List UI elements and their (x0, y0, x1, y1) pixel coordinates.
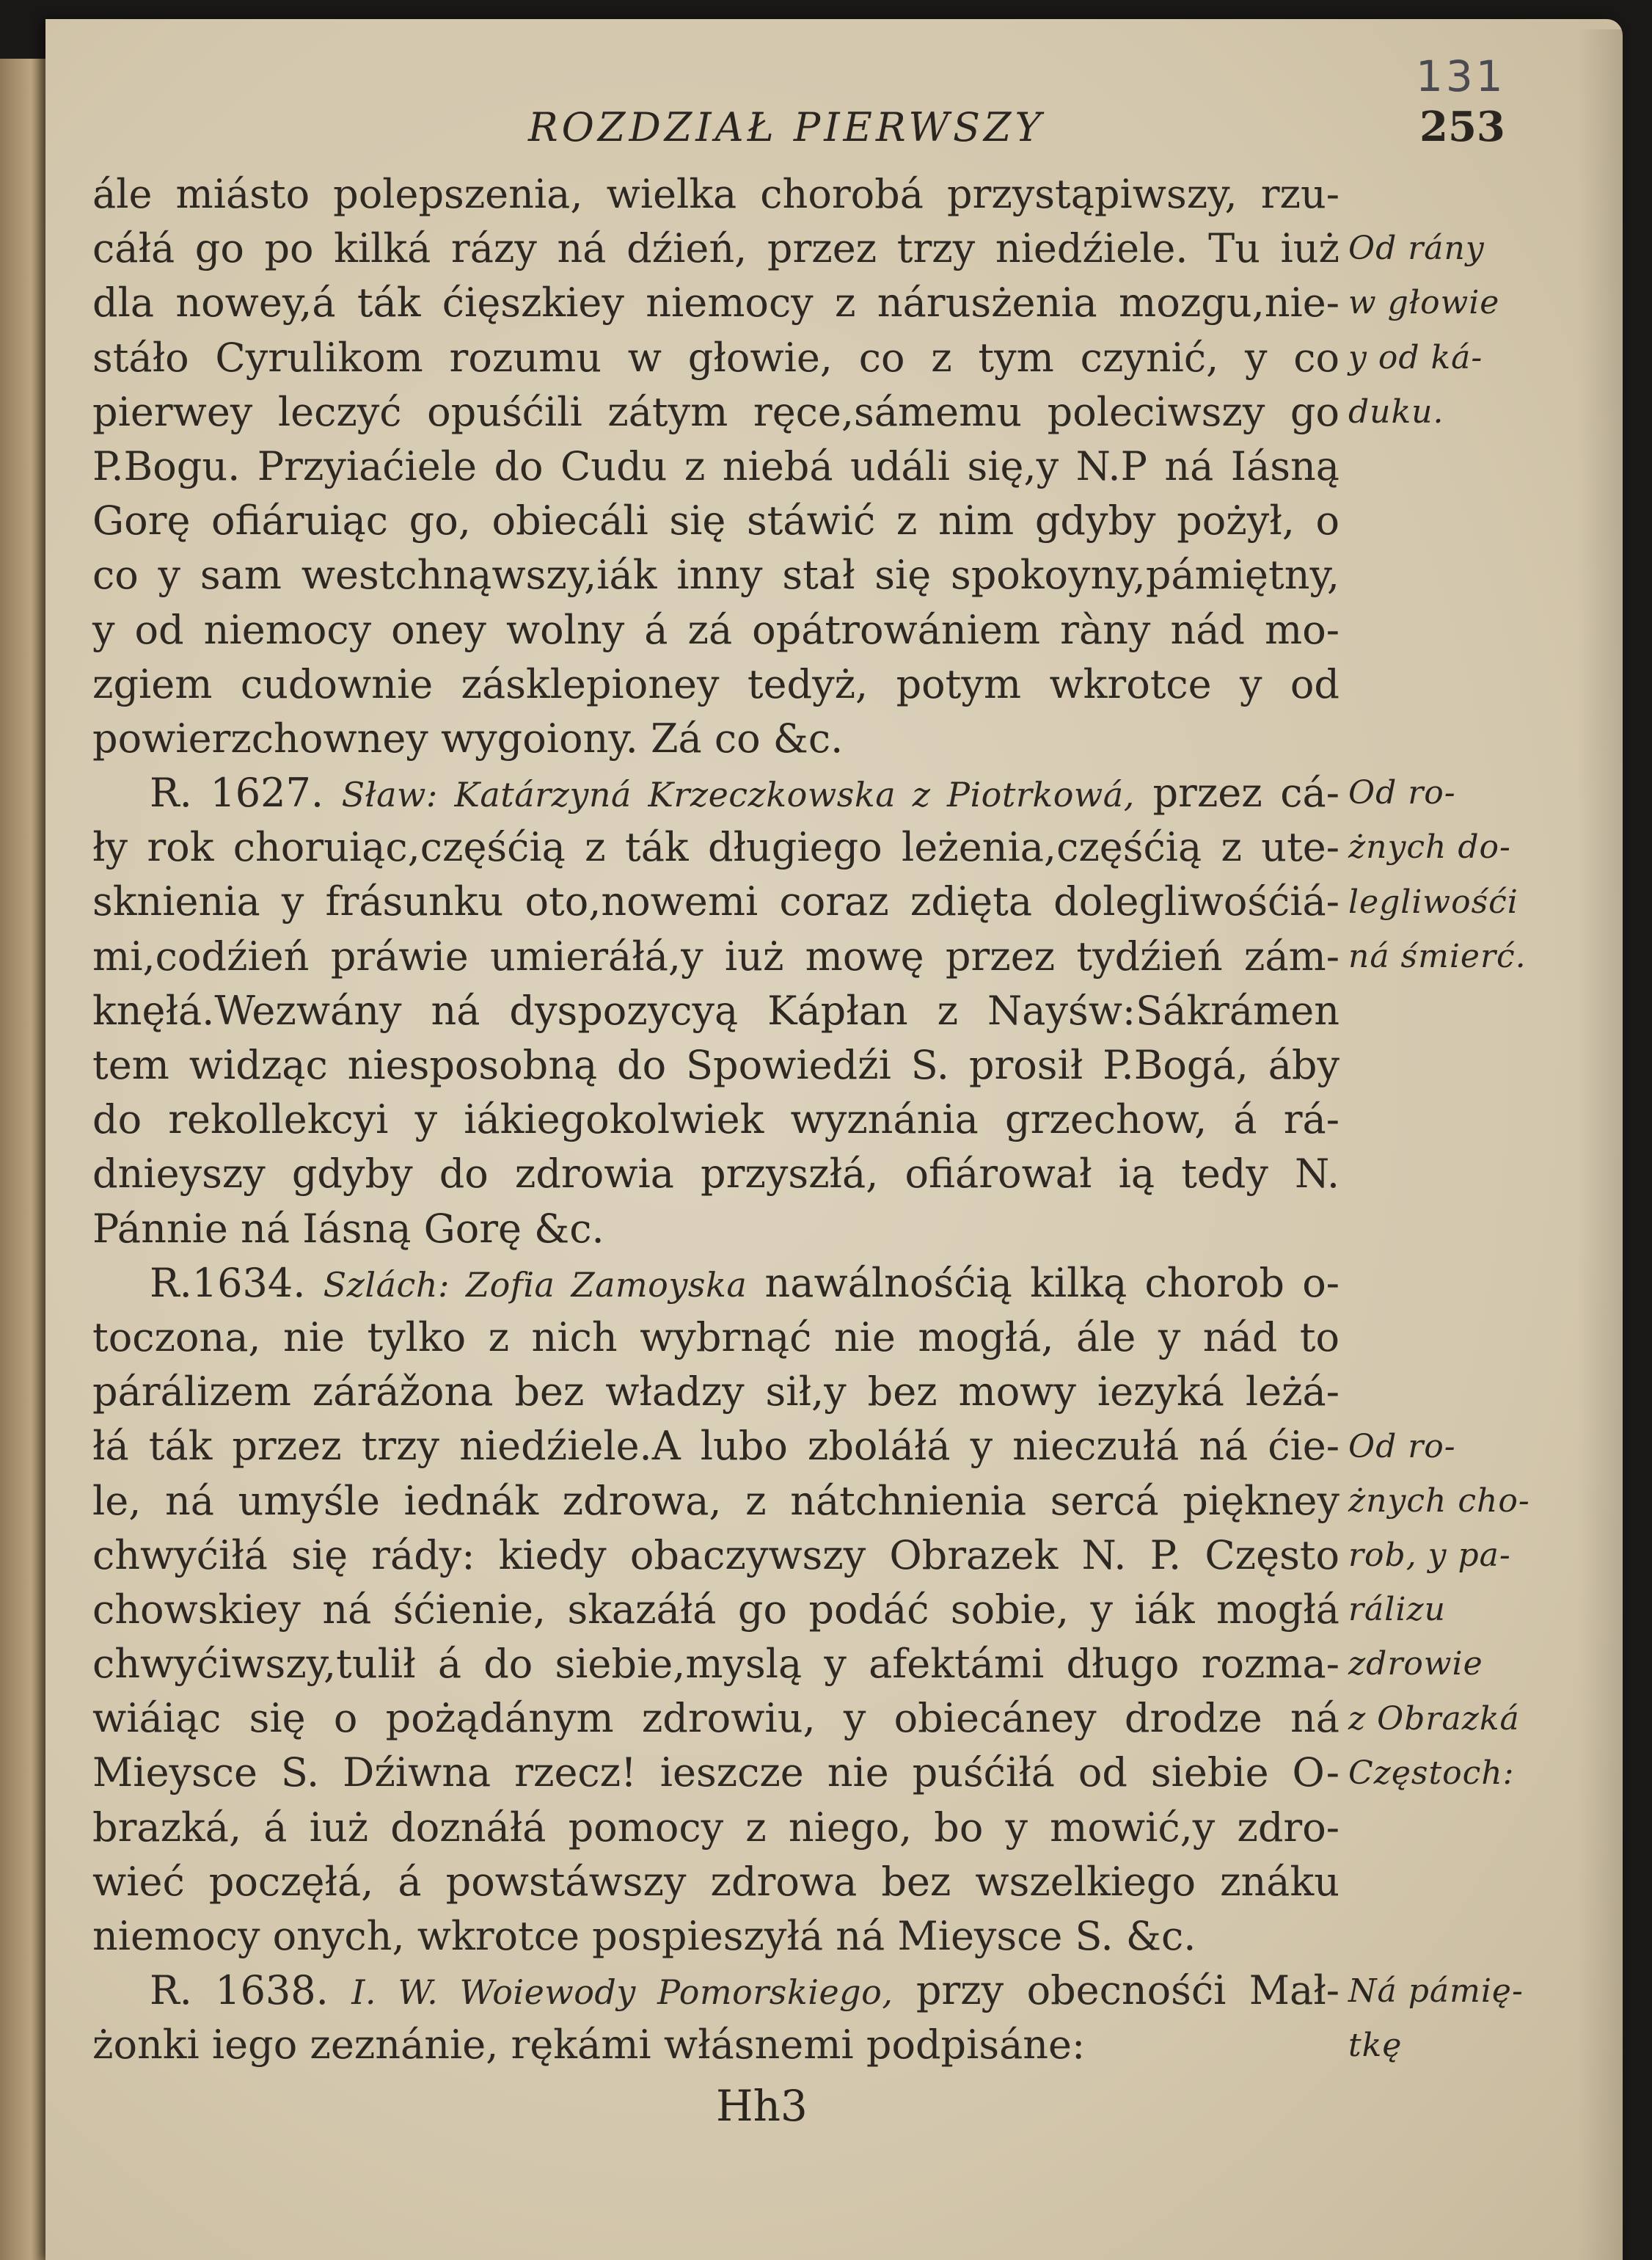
italic-name: I. W. Woiewody Pomorskiego, (351, 1972, 893, 2013)
text-line: wiáiąc się o pożądánym zdrowiu, y obiecáney drodze ná (92, 1695, 1339, 1742)
marginal-note-line: Od ro- (1348, 1427, 1456, 1465)
marginal-note (1348, 1964, 1524, 2073)
marginal-note-line: rálizu (1348, 1591, 1446, 1629)
text-line: Gorę ofiáruiąc go, obiecáli się stáwić z nim gdyby pożył, o (92, 497, 1339, 544)
text-line: sknienia y frásunku oto,nowemi coraz zdięta dolegliwośćiá- (92, 878, 1339, 925)
text-line: knęłá.Wezwány ná dyspozycyą Kápłan z Nayśw:Sákrámen (92, 987, 1339, 1034)
text-line: párálizem zárážona bez władzy sił,y bez mowy iezyká leżá- (92, 1368, 1339, 1415)
text-line: dla nowey,á ták ćięszkiey niemocy z nárusżenia mozgu,nie- (92, 280, 1339, 327)
footer-row (92, 2081, 1339, 2140)
text-line: żonki iego zeznánie, rękámi włásnemi podpisáne: (92, 2022, 1086, 2068)
text-line: R. 1638. I. W. Woiewody Pomorskiego, przy obecnośći Mał- (150, 1967, 1339, 2014)
running-head: ROZDZIAŁ PIERWSZY (528, 104, 1045, 150)
marginal-note-line: ná śmierć. (1348, 937, 1527, 975)
page-number: 253 (1419, 103, 1505, 151)
text-line: stáło Cyrulikom rozumu w głowie, co z tym czynić, y co (92, 334, 1339, 381)
text-line: co y sam westchnąwszy,iák inny stał się spokoyny,pámiętny, (92, 552, 1339, 599)
marginal-note-line: Od ro- (1348, 774, 1456, 812)
marginal-note-line: rob, y pa- (1348, 1536, 1511, 1574)
text-line: P.Bogu. Przyiaćiele do Cudu z niebá událi się,y N.P ná Iásną (92, 442, 1339, 489)
marginal-note (1348, 766, 1527, 984)
marginal-note-line: tkę (1348, 2026, 1403, 2064)
text-line: łá ták przez trzy niedźiele.A lubo zboláłá y nieczułá ná ćie- (92, 1423, 1339, 1470)
marginal-note (1348, 222, 1524, 440)
italic-name: Sław: Katárzyná Krzeczkowska z Piotrkowá, (341, 775, 1135, 815)
marginal-note-line: zdrowie (1348, 1645, 1483, 1683)
text-line: tem widząc niesposobną do Spowiedźi S. prosił P.Bogá, áby (92, 1042, 1339, 1088)
marginal-note-line: Częstoch: (1348, 1754, 1515, 1792)
text-line: zgiem cudownie zásklepioney tedyż, potym wkrotce y od (92, 660, 1339, 707)
text-line: y od niemocy oney wolny á zá opátrowániem ràny nád mo- (92, 606, 1339, 653)
text-line: powierzchowney wygoiony. Zá co &c. (92, 715, 844, 762)
text-line: R. 1627. Sław: Katárzyná Krzeczkowska z Piotrkowá, przez cá- (150, 770, 1339, 817)
text-line: chwyćiwszy,tulił á do siebie,myslą y afektámi długo rozma- (92, 1641, 1339, 1688)
marginal-note-line: y od ká- (1348, 338, 1483, 376)
text-line: mi,codźień práwie umieráłá,y iuż mowę przez tydźień zám- (92, 933, 1339, 980)
text-line: Pánnie ná Iásną Gorę &c. (92, 1205, 604, 1252)
text-line: Mieysce S. Dźiwna rzecz! ieszcze nie puśćiłá od siebie O- (92, 1749, 1339, 1796)
text-line: ły rok choruiąc,częśćią z ták długiego leżenia,częśćią z ute- (92, 824, 1339, 871)
text-line: le, ná umyśle iednák zdrowa, z nátchnienia sercá piękney (92, 1477, 1339, 1524)
text-line: cáłá go po kilká rázy ná dźień, przez trzy niedźiele. Tu iuż (92, 225, 1339, 272)
text-line: do rekollekcyi y iákiegokolwiek wyznánia grzechow, á rá- (92, 1096, 1339, 1143)
body-text (92, 167, 1339, 2073)
marginal-note-line: legliwośći (1348, 883, 1518, 921)
italic-name: Szlách: Zofia Zamoyska (323, 1264, 748, 1305)
text-line: dnieyszy gdyby do zdrowia przyszłá, ofiárował ią tedy N. (92, 1151, 1339, 1198)
text-line: toczona, nie tylko z nich wybrnąć nie mogłá, ále y nád to (92, 1313, 1339, 1360)
marginal-note-line: żnych do- (1348, 828, 1511, 867)
archive-number: 131 (1416, 51, 1506, 101)
marginal-note-line: Od rány (1348, 230, 1485, 268)
text-line: pierwey leczyć opuśćili zátym ręce,sámemu poleciwszy go (92, 388, 1339, 435)
text-line: brazká, á iuż doznáłá pomocy z niego, bo y mowić,y zdro- (92, 1804, 1339, 1851)
marginal-note (1348, 1420, 1530, 1801)
text-line: ále miásto polepszenia, wielka chorobá przystąpiwszy, rzu- (92, 171, 1339, 217)
text-line: R.1634. Szlách: Zofia Zamoyska nawálnośćią kilką chorob o- (150, 1259, 1339, 1306)
text-line: chowskiey ná śćienie, skazáłá go podáć sobie, y iák mogłá (92, 1586, 1339, 1633)
signature-mark: Hh3 (716, 2081, 808, 2131)
marginal-note-line: duku. (1348, 393, 1444, 431)
marginal-note-line: żnych cho- (1348, 1481, 1530, 1520)
text-line: wieć poczęłá, á powstáwszy zdrowa bez wszelkiego znáku (92, 1858, 1339, 1905)
marginal-note-line: w głowie (1348, 284, 1500, 322)
text-line: chwyćiłá się rády: kiedy obaczywszy Obrazek N. P. Często (92, 1531, 1339, 1578)
marginal-note-line: Ná pámię- (1348, 1972, 1524, 2010)
marginal-note-line: z Obrazká (1348, 1699, 1520, 1738)
text-line: niemocy onych, wkrotce pospieszyłá ná Mieysce S. &c. (92, 1913, 1196, 1959)
